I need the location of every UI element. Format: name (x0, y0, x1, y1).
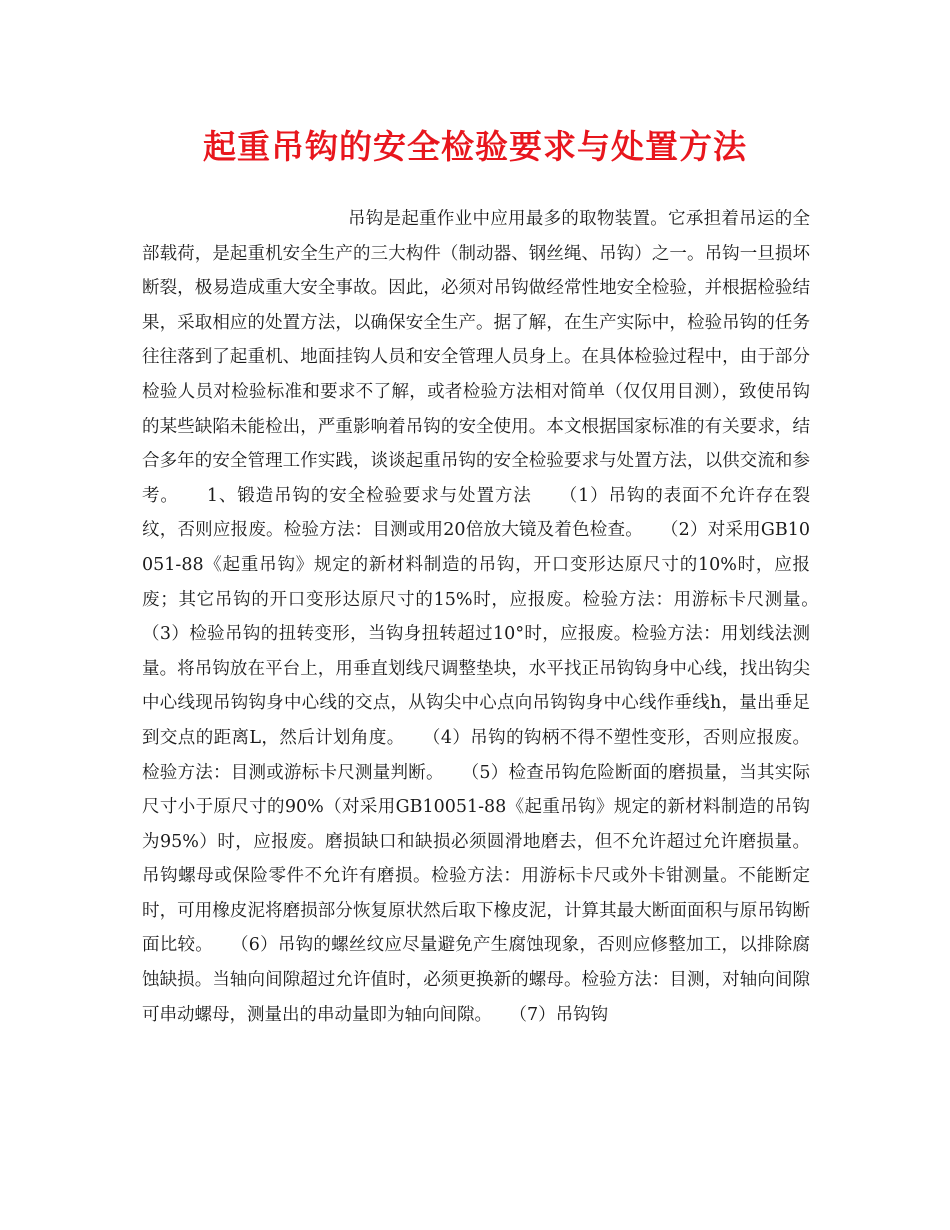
document-title: 起重吊钩的安全检验要求与处置方法 (203, 127, 747, 166)
document-body-paragraph: 吊钩是起重作业中应用最多的取物装置。它承担着吊运的全部载荷，是起重机安全生产的三大构件（制动器、钢丝绳、吊钩）之一。吊钩一旦损坏断裂，极易造成重大安全事故。因此，必须对吊钩做经常性地安全检验，并根据检验结果，采取相应的处置方法，以确保安全生产。据了解，在生产实际中，检验吊钩的任务往往落到了起重机、地面挂钩人员和安全管理人员身上。在具体检验过程中，由于部分检验人员对检验标准和要求不了解，或者检验方法相对简单（仅仅用目测），致使吊钩的某些缺陷未能检出，严重影响着吊钩的安全使用。本文根据国家标准的有关要求，结合多年的安全管理工作实践，谈谈起重吊钩的安全检验要求与处置方法，以供交流和参考。 1、锻造吊钩的安全检验要求与处置方法 （1）吊钩的表面不允许存在裂纹，否则应报废。检验方法：目测或用20倍放大镜及着色检查。 （2）对采用GB10051-88《起重吊钩》规定的新材料制造的吊钩，开口变形达原尺寸的10%时，应报废；其它吊钩的开口变形达原尺寸的15%时，应报废。检验方法：用游标卡尺测量。 （3）检验吊钩的扭转变形，当钩身扭转超过10°时，应报废。检验方法：用划线法测量。将吊钩放在平台上，用垂直划线尺调整垫块，水平找正吊钩钩身中心线，找出钩尖中心线现吊钩钩身中心线的交点，从钩尖中心点向吊钩钩身中心线作垂线h，量出垂足到交点的距离L，然后计划角度。 （4）吊钩的钩柄不得不塑性变形，否则应报废。检验方法：目测或游标卡尺测量判断。 （5）检查吊钩危险断面的磨损量，当其实际尺寸小于原尺寸的90%（对采用GB10051-88《起重吊钩》规定的新材料制造的吊钩为95%）时，应报废。磨损缺口和缺损必须圆滑地磨去，但不允许超过允许磨损量。吊钩螺母或保险零件不允许有磨损。检验方法：用游标卡尺或外卡钳测量。不能断定时，可用橡皮泥将磨损部分恢复原状然后取下橡皮泥，计算其最大断面面积与原吊钩断面比较。 （6）吊钩的螺丝纹应尽量避免产生腐蚀现象，否则应修整加工，以排除腐蚀缺损。当轴向间隙超过允许值时，必须更换新的螺母。检验方法：目测，对轴向间隙可串动螺母，测量出的串动量即为轴向间隙。 （7）吊钩钩 (142, 209, 845, 1025)
